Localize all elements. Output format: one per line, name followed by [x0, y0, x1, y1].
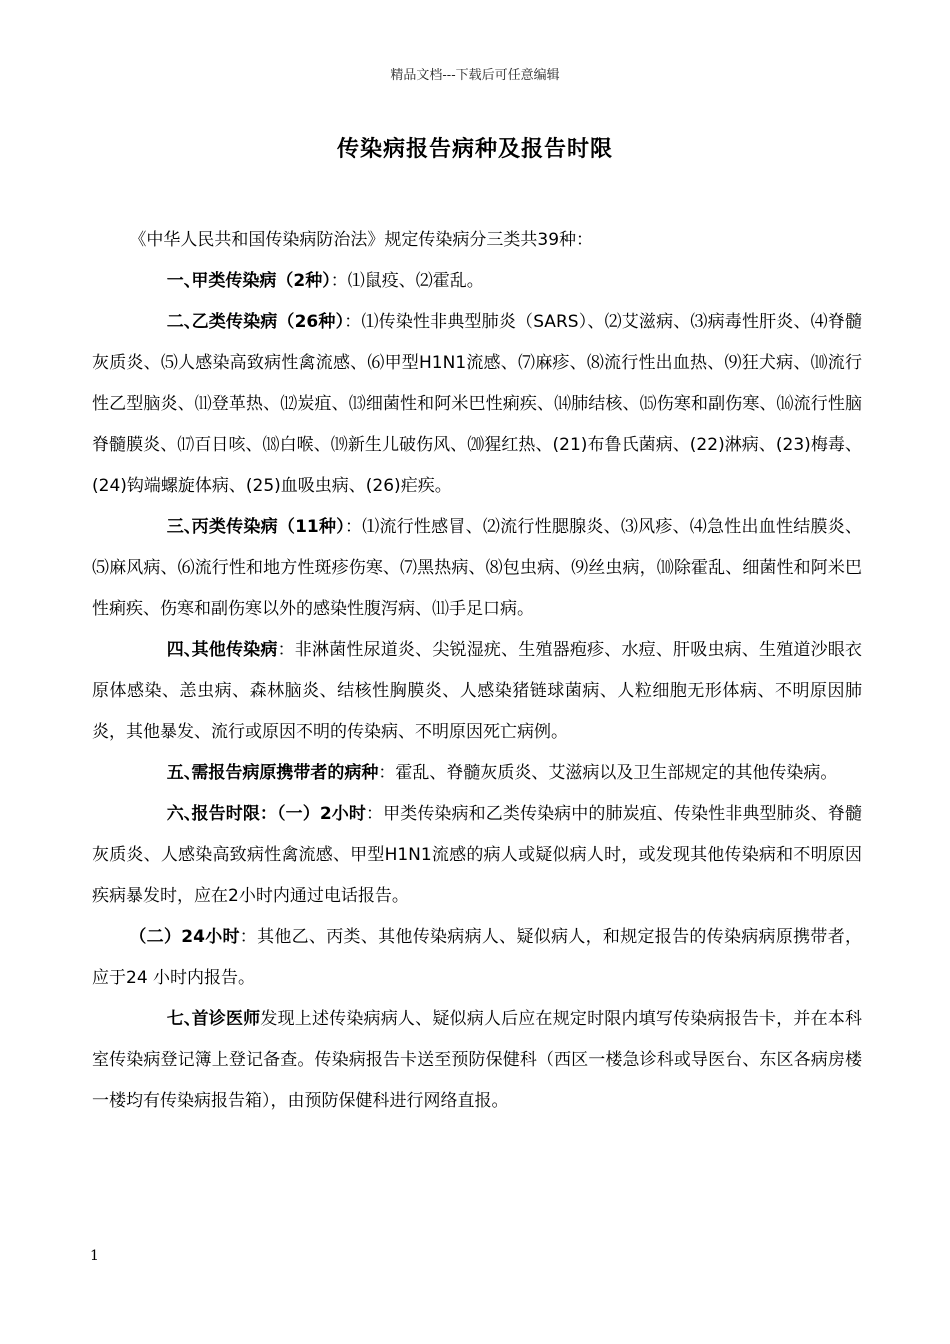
- section-text: ：⑴鼠疫、⑵霍乱。: [330, 271, 484, 291]
- section-number: 五、: [166, 763, 201, 783]
- section-heading: 乙类传染病（26种）: [191, 312, 345, 332]
- section-heading: （二）24小时: [129, 927, 240, 947]
- section-paragraph: [92, 794, 862, 917]
- section-text: ：甲类传染病和乙类传染病中的肺炭疽、传染性非典型肺炎、脊髓灰质炎、人感染高致病性禽流感、甲型H1N1流感的病人或疑似病人时，或发现其他传染病和不明原因疾病暴发时，应在2小时内通过电话报告。: [92, 804, 862, 906]
- section-number: 七、: [166, 1009, 201, 1029]
- section-paragraph: [92, 302, 862, 507]
- document-body: [92, 220, 862, 1122]
- section-text: ：其他乙、丙类、其他传染病病人、疑似病人，和规定报告的传染病病原携带者，应于24 小时内报告。: [92, 927, 862, 988]
- section-text: 发现上述传染病病人、疑似病人后应在规定时限内填写传染病报告卡，并在本科室传染病登记簿上登记备查。传染病报告卡送至预防保健科（西区一楼急诊科或导医台、东区各病房楼一楼均有传染病报告箱），由预防保健科进行网络直报。: [92, 1009, 863, 1111]
- header-note: 精品文档---下载后可任意编辑: [390, 68, 560, 83]
- section-heading: 甲类传染病（2种）: [191, 271, 331, 291]
- section-number: 一、: [166, 271, 201, 291]
- section-text: ：非淋菌性尿道炎、尖锐湿疣、生殖器疱疹、水痘、肝吸虫病、生殖道沙眼衣原体感染、恙虫病、森林脑炎、结核性胸膜炎、人感染猪链球菌病、人粒细胞无形体病、不明原因肺炎，其他暴发、流行或原因不明的传染病、不明原因死亡病例。: [92, 640, 862, 742]
- section-paragraph: [92, 917, 862, 999]
- section-paragraph: [92, 630, 862, 753]
- section-number: 三、: [166, 517, 201, 537]
- page-title: 传染病报告病种及报告时限: [336, 137, 613, 162]
- section-text: ：霍乱、脊髓灰质炎、艾滋病以及卫生部规定的其他传染病。: [378, 763, 838, 783]
- section-heading: 其他传染病: [191, 640, 278, 660]
- intro-paragraph: 《中华人民共和国传染病防治法》规定传染病分三类共39种：: [129, 230, 594, 250]
- section-paragraph: [92, 753, 862, 794]
- section-heading: 需报告病原携带者的病种: [191, 763, 379, 783]
- section-paragraph: [92, 261, 862, 302]
- section-number: 四、: [166, 640, 201, 660]
- page-number: 1: [90, 1248, 99, 1264]
- section-number: 六、: [166, 804, 201, 824]
- section-paragraph: [92, 507, 862, 630]
- section-heading: 首诊医师: [191, 1009, 261, 1029]
- section-text: ：⑴流行性感冒、⑵流行性腮腺炎、⑶风疹、⑷急性出血性结膜炎、⑸麻风病、⑹流行性和地方性斑疹伤寒、⑺黑热病、⑻包虫病、⑼丝虫病，⑽除霍乱、细菌性和阿米巴性痢疾、伤寒和副伤寒以外的感染性腹泻病、⑾手足口病。: [92, 517, 862, 619]
- section-heading: 报告时限：（一）2小时: [191, 804, 366, 824]
- section-paragraph: [92, 999, 862, 1122]
- section-number: 二、: [166, 312, 201, 332]
- section-heading: 丙类传染病（11种）: [191, 517, 345, 537]
- section-text: ：⑴传染性非典型肺炎（SARS）、⑵艾滋病、⑶病毒性肝炎、⑷脊髓灰质炎、⑸人感染高致病性禽流感、⑹甲型H1N1流感、⑺麻疹、⑻流行性出血热、⑼狂犬病、⑽流行性乙型脑炎、⑾登革热、⑿炭疽、⒀细菌性和阿米巴性痢疾、⒁肺结核、⒂伤寒和副伤寒、⒃流行性脑脊髓膜炎、⒄百日咳、⒅白喉、⒆新生儿破伤风、⒇猩红热、(21)布鲁氏菌病、(22)淋病、(23)梅毒、(24)钩端螺旋体病、(25)血吸虫病、(26)疟疾。: [92, 312, 862, 496]
